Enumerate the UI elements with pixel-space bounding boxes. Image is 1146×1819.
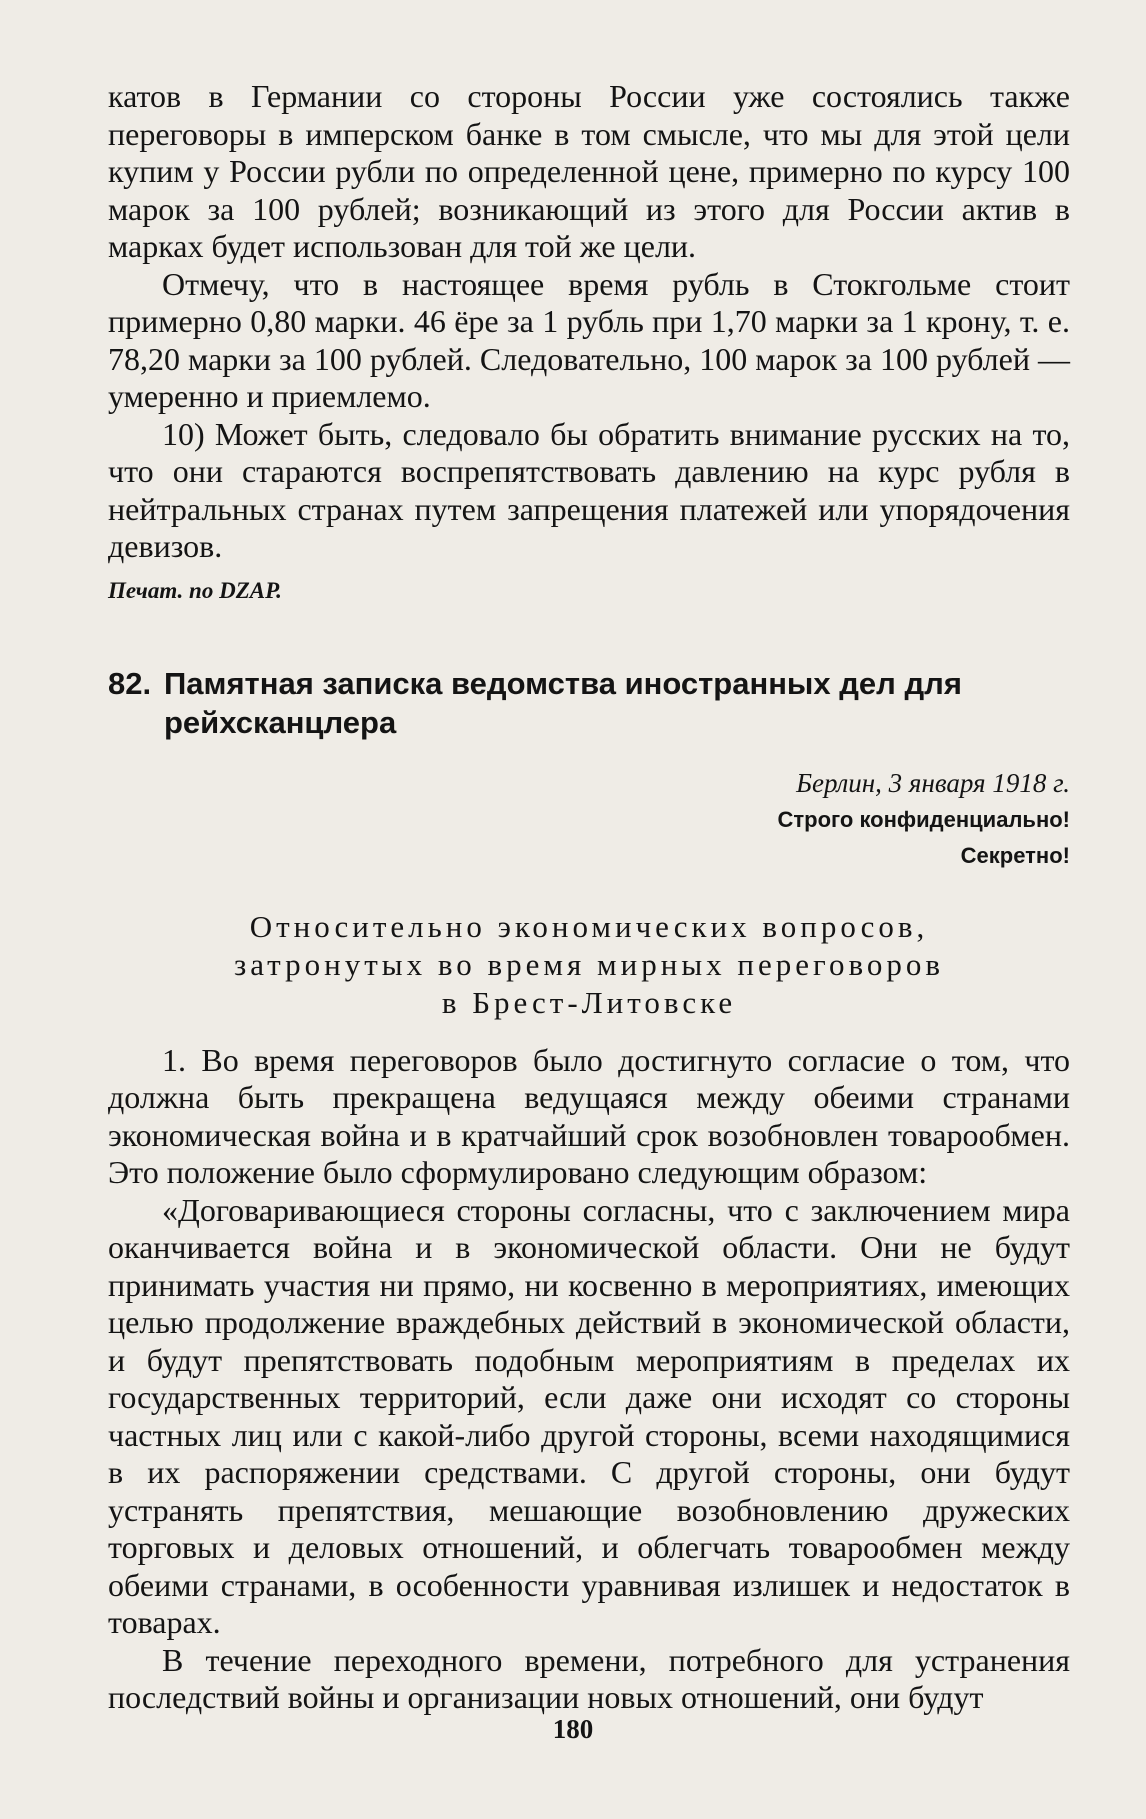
subject-line: затронутых во время мирных переговоров <box>233 946 945 982</box>
page-number: 180 <box>552 1714 594 1744</box>
paragraph-point-1: 1. Во время переговоров было достигнуто согласие о том, что должна быть прекращена ведущаяся между обеими странами экономическая война и в кратчайший срок возобновлен товарообмен. Это положение было сформулировано следующим образом: <box>108 1041 1070 1190</box>
document-heading <box>108 664 1070 742</box>
paragraph-point-10: 10) Может быть, следовало бы обратить внимание русских на то, что они стараются воспрепятствовать давлению на курс рубля в нейтральных странах путем запрещения платежей или упорядочения девизов. <box>108 415 1070 564</box>
document-title: Памятная записка ведомства иностранных дел для рейхсканцлера <box>164 665 962 740</box>
source-note: Печат. по DZAP. <box>108 577 282 603</box>
secret-mark: Секретно! <box>960 842 1070 868</box>
subject-line: в Брест-Литовске <box>441 984 737 1020</box>
document-meta <box>108 764 1070 874</box>
place-date: Берлин, 3 января 1918 г. <box>796 767 1070 798</box>
paragraph-exchange-rate: Отмечу, что в настоящее время рубль в Стокгольме стоит примерно 0,80 марки. 46 ёре за 1 рубль при 1,70 марки за 1 крону, т. е. 78,20 марки за 100 рублей. Следовательно, 100 марок за 100 рублей — умеренно и приемлемо. <box>108 265 1070 414</box>
document-subject <box>108 908 1070 1022</box>
body-text <box>108 1042 1070 1717</box>
paragraph-transition: В течение переходного времени, потребного для устранения последствий войны и организации новых отношений, они будут <box>108 1641 1070 1715</box>
subject-line: Относительно экономических вопросов, <box>249 908 929 944</box>
confidential-mark: Строго конфиденциально! <box>777 806 1070 832</box>
document-number: 82. <box>108 665 152 701</box>
top-text <box>108 78 1070 566</box>
paragraph-continuation: катов в Германии со стороны России уже состоялись также переговоры в имперском банке в том смысле, что мы для этой цели купим у России рубли по определенной цене, примерно по курсу 100 марок за 100 рублей; возникающий из этого для России актив в марках будет использован для той же цели. <box>108 78 1070 264</box>
paragraph-quote: «Договаривающиеся стороны согласны, что с заключением мира оканчивается война и в экономической области. Они не будут принимать участия ни прямо, ни косвенно в мероприятиях, имеющих целью продолжение враждебных действий в экономической области, и будут препятствовать подобным мероприятиям в пределах их государственных территорий, если даже они исходят со стороны частных лиц или с какой-либо другой стороны, всеми находящимися в их распоряжении средствами. С другой стороны, они будут устранять препятствия, мешающие возобновлению дружеских торговых и деловых отношений, и облегчать товарообмен между обеими странами, в особенности уравнивая излишек и недостаток в товарах. <box>108 1191 1070 1640</box>
